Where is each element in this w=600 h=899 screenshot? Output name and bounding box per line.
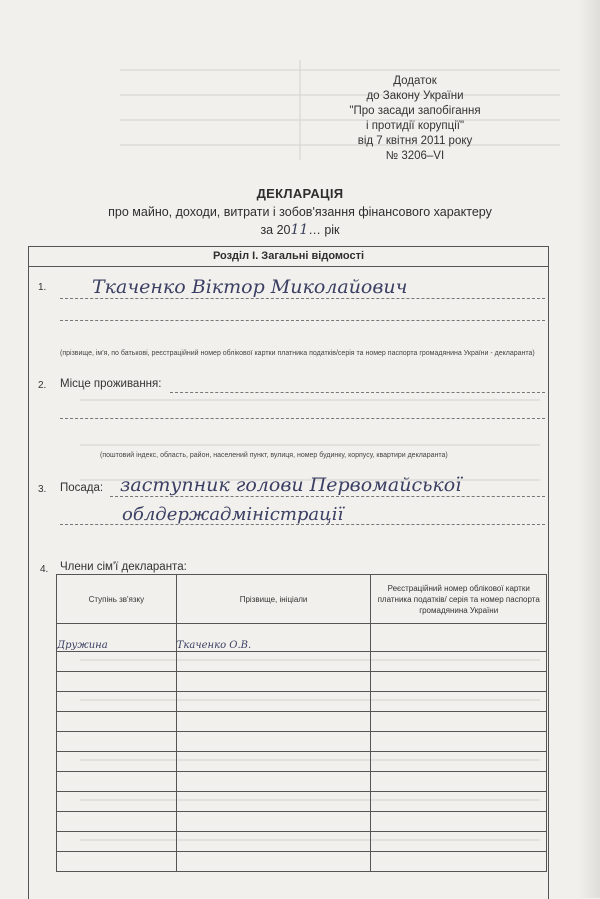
table-row (57, 624, 547, 652)
annex-line: і протидії корупції" (365, 120, 465, 132)
field3-label: Посада: (60, 482, 104, 494)
table-row (57, 692, 547, 712)
field2-number: 2. (38, 380, 47, 391)
section-heading: Розділ І. Загальні відомості (28, 246, 549, 267)
family-members-table (56, 574, 547, 872)
position-line1: заступник голови Первомайської (120, 474, 462, 496)
annex-line: Додаток (393, 75, 437, 87)
year-suffix: рік (324, 223, 340, 237)
declaration-year (0, 222, 600, 238)
table-header-row (57, 575, 547, 624)
document-title: ДЕКЛАРАЦІЯ (256, 186, 344, 201)
position-line2: облдержадміністрації (122, 504, 344, 525)
field4-label: Члени сім'ї декларанта: (60, 561, 187, 573)
field3-number: 3. (38, 484, 47, 495)
annex-line: до Закону України (366, 90, 464, 102)
field3-line (110, 496, 545, 497)
year-dots: … (308, 223, 321, 237)
table-row (57, 852, 547, 872)
field2-line (170, 392, 545, 393)
field1-line (60, 298, 545, 299)
table-row (57, 712, 547, 732)
declarant-name: Ткаченко Віктор Миколайович (92, 276, 408, 298)
relation-cell: Дружина (57, 624, 177, 652)
id-cell (371, 624, 547, 652)
table-row (57, 752, 547, 772)
document-subtitle: про майно, доходи, витрати і зобов'язання фінансового характеру (108, 205, 492, 219)
column-header-id: Реєстраційний номер облікової картки платника податків/ серія та номер паспорта громадянина України (371, 575, 547, 624)
field1-line (60, 320, 545, 321)
year-handwritten: 11 (290, 222, 309, 238)
name-cell: Ткаченко О.В. (176, 624, 371, 652)
field3-line (60, 524, 545, 525)
year-prefix: за 20 (260, 223, 291, 237)
table-row (57, 832, 547, 852)
field2-line (60, 418, 545, 419)
annex-line: "Про засади запобігання (349, 105, 481, 117)
table-row (57, 812, 547, 832)
annex-line: від 7 квітня 2011 року (357, 135, 473, 147)
table-row (57, 672, 547, 692)
annex-line: № 3206–VI (385, 150, 445, 162)
table-row (57, 732, 547, 752)
scan-shadow (578, 0, 600, 898)
field1-hint: (прізвище, ім'я, по батькові, реєстраційний номер облікової картки платника податків/серія та номер паспорта громадянина України - декларанта) (60, 350, 535, 357)
field1-number: 1. (38, 282, 47, 293)
table-row (57, 652, 547, 672)
table-row (57, 792, 547, 812)
field2-label: Місце проживання: (60, 378, 162, 390)
annex-reference (330, 74, 500, 164)
table-row (57, 772, 547, 792)
field2-hint: (поштовий індекс, область, район, населений пункт, вулиця, номер будинку, корпусу, квартири декларанта) (100, 452, 448, 459)
field4-number: 4. (40, 564, 49, 575)
column-header-relation: Ступінь зв'язку (57, 575, 177, 624)
column-header-name: Прізвище, ініціали (176, 575, 371, 624)
